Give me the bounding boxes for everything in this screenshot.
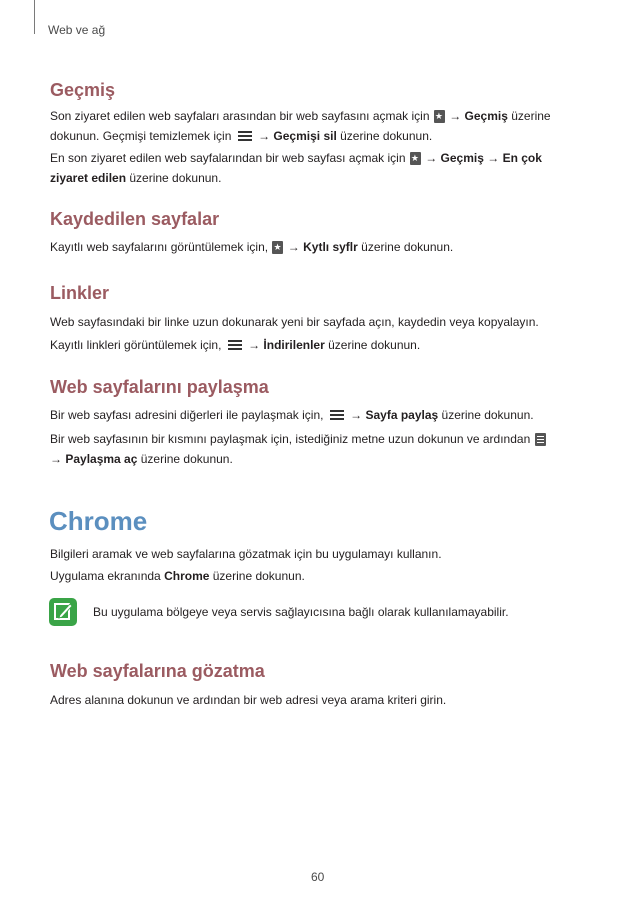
paragraph-gecmis-2: En son ziyaret edilen web sayfalarından bir web sayfası açmak için ★ → Geçmiş → En çok ziyaret edilen üzerine dokunun. [50, 148, 590, 188]
running-title: Web ve ağ [48, 23, 106, 37]
header-rule [34, 0, 35, 34]
paragraph-paylasma-1: Bir web sayfası adresini diğerleri ile paylaşmak için, → Sayfa paylaş üzerine dokunun. [50, 408, 534, 422]
heading-chrome: Chrome [49, 506, 148, 536]
bookmark-icon [410, 152, 421, 165]
bookmark-icon [434, 110, 445, 123]
paragraph-kaydedilen-1: Kayıtlı web sayfalarını görüntülemek için, ★ → Kytlı syflr üzerine dokunun. [50, 237, 590, 257]
paragraph-gozatma-1: Adres alanına dokunun ve ardından bir web adresi veya arama kriteri girin. [50, 693, 447, 707]
heading-web-sayfalarini-paylasma: Web sayfalarını paylaşma [50, 377, 269, 397]
paragraph-gecmis-1: Son ziyaret edilen web sayfaları arasından bir web sayfasını açmak için ★ → Geçmiş üzerine dokunun. Geçmişi temizlemek için → Geçmişi sil üzerine dokunun. [50, 106, 590, 146]
note-text: Bu uygulama bölgeye veya servis sağlayıcısına bağlı olarak kullanılamayabilir. [93, 605, 509, 619]
menu-icon [237, 130, 253, 141]
paragraph-chrome-1: Bilgileri aramak ve web sayfalarına gözatmak için bu uygulamayı kullanın. [50, 547, 442, 561]
menu-icon [329, 409, 345, 420]
heading-gecmis: Geçmiş [50, 80, 116, 100]
bookmark-icon [272, 241, 283, 254]
paragraph-linkler-2: Kayıtlı linkleri görüntülemek için, → İndirilenler üzerine dokunun. [50, 338, 421, 352]
menu-icon [227, 339, 243, 350]
heading-web-sayfalarina-gozatma: Web sayfalarına gözatma [50, 661, 265, 681]
paragraph-paylasma-2: Bir web sayfasının bir kısmını paylaşmak için, istediğiniz metne uzun dokunun ve ardından → Paylaşma aç üzerine dokunun. [50, 429, 590, 469]
page-number: 60 [311, 870, 325, 884]
note-icon [49, 598, 77, 626]
paragraph-linkler-1: Web sayfasındaki bir linke uzun dokunarak yeni bir sayfada açın, kaydedin veya kopyalayın. [50, 315, 539, 329]
heading-linkler: Linkler [50, 283, 110, 303]
share-menu-icon [535, 433, 546, 446]
paragraph-chrome-2: Uygulama ekranında Chrome üzerine dokunun. [50, 569, 305, 583]
heading-kaydedilen-sayfalar: Kaydedilen sayfalar [50, 209, 220, 229]
